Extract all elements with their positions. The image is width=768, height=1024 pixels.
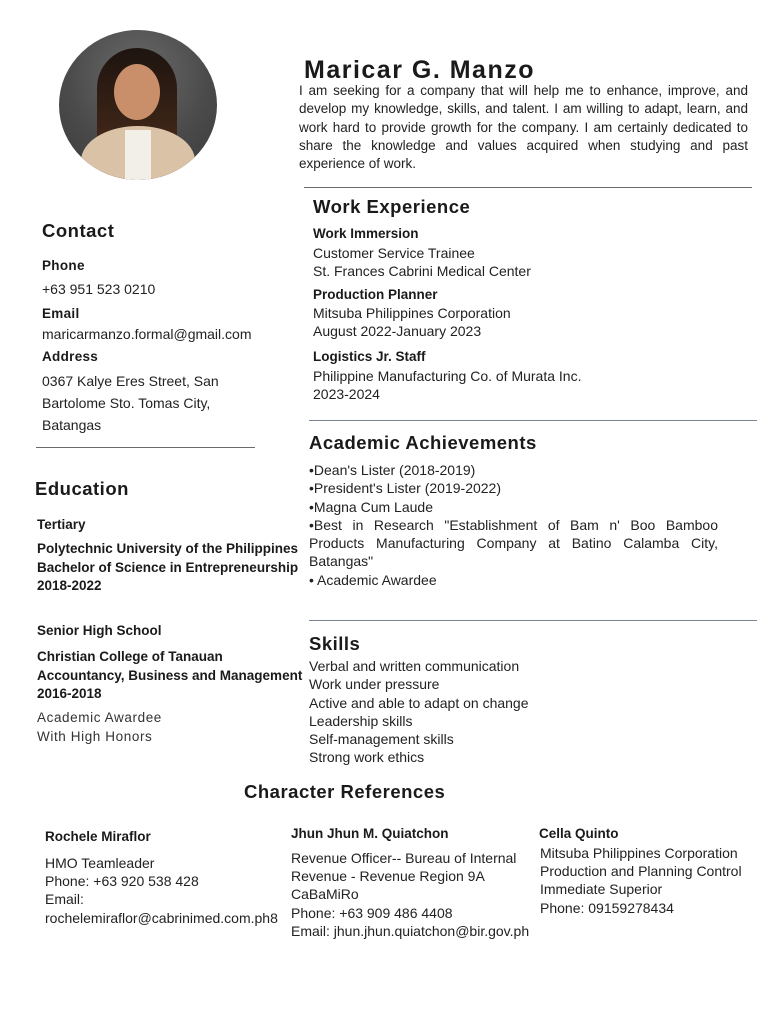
address-line: Batangas <box>42 417 102 433</box>
reference-line: rochelemiraflor@cabrinimed.com.ph8 <box>45 909 278 926</box>
job-title: Work Immersion <box>313 226 419 241</box>
shs-strand: Accountancy, Business and Management <box>37 667 303 683</box>
address-label: Address <box>42 349 99 364</box>
job-line: Philippine Manufacturing Co. of Murata Inc. <box>313 368 582 384</box>
achievement-item: •President's Lister (2019-2022) <box>309 480 502 497</box>
reference-line: Production and Planning Control <box>540 863 742 880</box>
job-details <box>313 304 511 340</box>
reference-name: Cella Quinto <box>539 826 619 841</box>
skill-item: Leadership skills <box>309 712 413 729</box>
reference-line: Phone: 09159278434 <box>540 899 674 916</box>
address-value <box>42 370 219 436</box>
tertiary-years: 2018-2022 <box>37 578 102 593</box>
reference-name: Jhun Jhun M. Quiatchon <box>291 826 449 841</box>
job-title: Production Planner <box>313 287 438 302</box>
shs-label: Senior High School <box>37 623 162 638</box>
job-details <box>313 244 531 280</box>
reference-line: Revenue - Revenue Region 9A <box>291 868 485 885</box>
achievement-item: •Best in Research "Establishment of Bam n' Boo Bamboo Products Manufacturing Company at Batino Calamba City, Batangas" <box>309 516 718 570</box>
reference-details <box>540 844 742 917</box>
job-line: Customer Service Trainee <box>313 245 475 261</box>
job-line: August 2022-January 2023 <box>313 323 482 339</box>
achievement-item: •Dean's Lister (2018-2019) <box>309 462 476 478</box>
candidate-name: Maricar G. Manzo <box>304 56 535 84</box>
phone-label: Phone <box>42 258 85 273</box>
job-details <box>313 367 581 403</box>
references-heading: Character References <box>244 781 446 802</box>
skill-item: Self-management skills <box>309 731 454 748</box>
shs-awards <box>37 709 162 746</box>
achievement-item: •Magna Cum Laude <box>309 498 433 515</box>
shs-school: Christian College of Tanauan <box>37 649 223 664</box>
education-heading: Education <box>35 478 129 499</box>
reference-line: HMO Teamleader <box>45 855 155 871</box>
reference-line: Revenue Officer-- Bureau of Internal <box>291 850 517 866</box>
skills-heading: Skills <box>309 633 361 654</box>
achievements-heading: Academic Achievements <box>309 432 537 453</box>
reference-name: Rochele Miraflor <box>45 829 151 844</box>
phone-value: +63 951 523 0210 <box>42 281 156 297</box>
achievement-item: • Academic Awardee <box>309 571 437 588</box>
reference-details <box>45 854 278 927</box>
reference-line: Mitsuba Philippines Corporation <box>540 845 738 861</box>
address-line: Bartolome Sto. Tomas City, <box>42 395 211 411</box>
skill-item: Active and able to adapt on change <box>309 694 529 711</box>
job-line: St. Frances Cabrini Medical Center <box>313 263 531 279</box>
divider <box>309 420 757 421</box>
reference-line: CaBaMiRo <box>291 886 359 903</box>
job-line: 2023-2024 <box>313 386 380 402</box>
reference-line: Immediate Superior <box>540 881 663 898</box>
reference-line: Email: <box>45 891 84 908</box>
reference-line: Phone: +63 920 538 428 <box>45 873 199 890</box>
tertiary-label: Tertiary <box>37 517 86 532</box>
tertiary-details <box>37 540 298 596</box>
work-heading: Work Experience <box>313 196 471 217</box>
address-line: 0367 Kalye Eres Street, San <box>42 373 219 389</box>
skill-item: Strong work ethics <box>309 749 425 766</box>
divider <box>36 447 255 448</box>
divider <box>304 187 752 188</box>
summary-paragraph: I am seeking for a company that will help me to enhance, improve, and develop my knowledge, skills, and talent. I am willing to adapt, learn, and work hard to provide growth for the company. I am certainly dedicated to share the knowledge and values acquired when studying and past experience of work. <box>299 83 748 172</box>
shs-details <box>37 648 302 704</box>
reference-details <box>291 849 529 940</box>
tertiary-degree: Bachelor of Science in Entrepreneurship <box>37 559 299 575</box>
achievements-list <box>309 461 718 589</box>
divider <box>309 620 757 621</box>
shs-award: With High Honors <box>37 728 153 744</box>
tertiary-school: Polytechnic University of the Philippines <box>37 541 299 556</box>
reference-line: Email: jhun.jhun.quiatchon@bir.gov.ph <box>291 922 530 939</box>
shs-years: 2016-2018 <box>37 686 102 701</box>
profile-photo <box>59 30 217 180</box>
skill-item: Work under pressure <box>309 676 440 693</box>
job-title: Logistics Jr. Staff <box>313 349 426 364</box>
skill-item: Verbal and written communication <box>309 658 520 674</box>
email-value: maricarmanzo.formal@gmail.com <box>42 326 252 342</box>
contact-heading: Contact <box>42 220 115 241</box>
skills-list <box>309 657 529 767</box>
job-line: Mitsuba Philippines Corporation <box>313 305 511 321</box>
shs-award: Academic Awardee <box>37 710 162 725</box>
email-label: Email <box>42 306 80 321</box>
reference-line: Phone: +63 909 486 4408 <box>291 904 453 921</box>
